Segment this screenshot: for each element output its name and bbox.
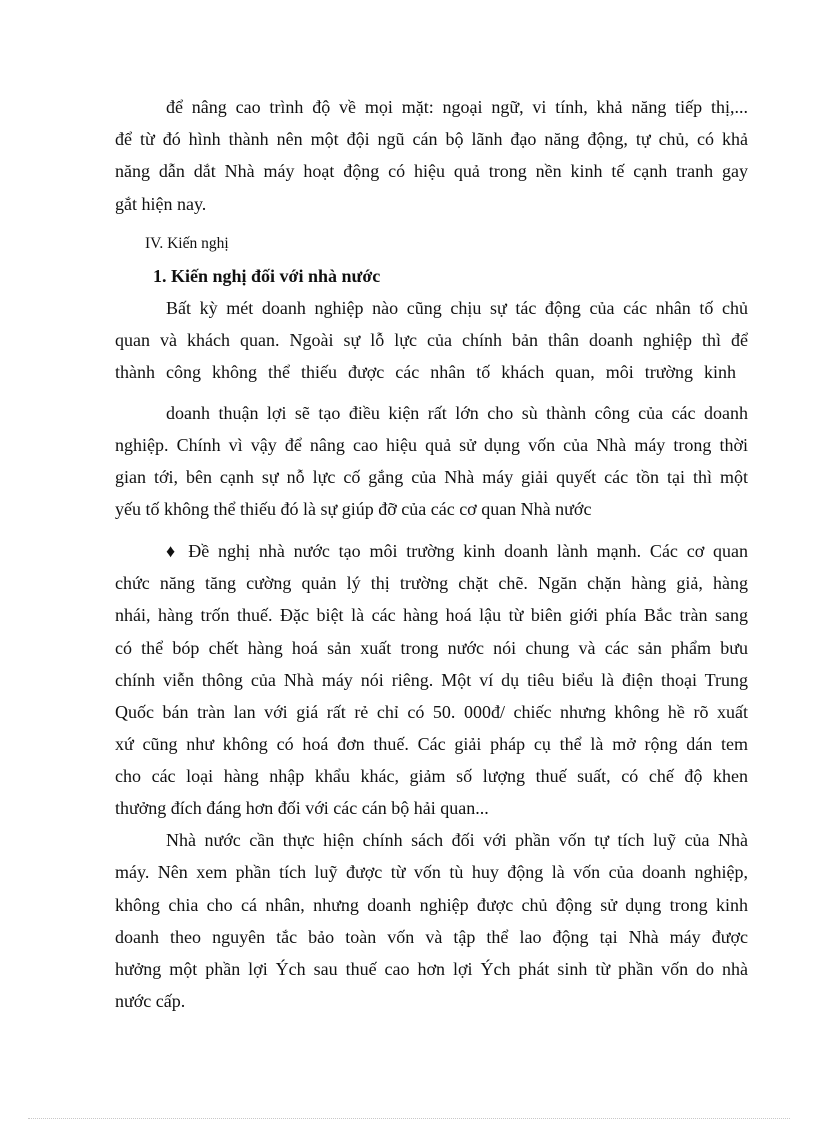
- section-heading: IV. Kiến nghị: [145, 235, 229, 252]
- text-line: nước cấp.: [115, 991, 186, 1011]
- text-line: gắt hiện nay.: [115, 194, 207, 214]
- text-line: để từ đó hình thành nên một đội ngũ cán bộ lãnh đạo năng động, tự chủ, có khả: [115, 129, 748, 149]
- text-line: xứ cũng như không có hoá đơn thuế. Các giải pháp cụ thể là mở rộng dán tem: [115, 734, 748, 754]
- text-line: Quốc bán tràn lan với giá rất rẻ chỉ có 50. 000đ/ chiếc nhưng không hề rõ xuất: [115, 702, 748, 722]
- text-line: nhái, hàng trốn thuế. Đặc biệt là các hàng hoá lậu từ biên giới phía Bắc tràn sang: [115, 605, 748, 625]
- text-line: cho các loại hàng nhập khẩu khác, giảm số lượng thuế suất, có chế độ khen: [115, 766, 748, 786]
- text-line: yếu tố không thể thiếu đó là sự giúp đỡ của các cơ quan Nhà nước: [115, 499, 592, 519]
- text-line: chính viễn thông của Nhà máy nói riêng. Một ví dụ tiêu biểu là điện thoại Trung: [115, 670, 748, 690]
- text-line: quan và khách quan. Ngoài sự lỗ lực của chính bản thân doanh nghiệp thì để: [115, 330, 748, 350]
- text-line: Nhà nước cần thực hiện chính sách đối với phần vốn tự tích luỹ của Nhà: [166, 830, 748, 850]
- text-line: năng dẫn dắt Nhà máy hoạt động có hiệu quả trong nền kinh tế cạnh tranh gay: [115, 161, 748, 181]
- text-line: có thể bóp chết hàng hoá sản xuất trong nước nói chung và các sản phẩm bưu: [115, 638, 748, 658]
- text-line: chức năng tăng cường quản lý thị trường chặt chẽ. Ngăn chặn hàng giả, hàng: [115, 573, 748, 593]
- text-line: nghiệp. Chính vì vậy để nâng cao hiệu quả sử dụng vốn của Nhà máy trong thời: [115, 435, 748, 455]
- text-line: ♦ Đề nghị nhà nước tạo môi trường kinh doanh lành mạnh. Các cơ quan: [166, 541, 748, 561]
- text-line: không chia cho cá nhân, nhưng doanh nghiệp được chủ động sử dụng trong kinh: [115, 895, 748, 915]
- text-line: Bất kỳ mét doanh nghiệp nào cũng chịu sự tác động của các nhân tố chủ: [166, 298, 748, 318]
- text-line: máy. Nên xem phần tích luỹ được từ vốn tù huy động là vốn của doanh nghiệp,: [115, 862, 748, 882]
- text-line: thành công không thể thiếu được các nhân tố khách quan, môi trường kinh: [115, 362, 736, 382]
- text-line: để nâng cao trình độ về mọi mặt: ngoại ngữ, vi tính, khả năng tiếp thị,...: [166, 97, 748, 117]
- text-line: doanh theo nguyên tắc bảo toàn vốn và tập thể lao động tại Nhà máy được: [115, 927, 748, 947]
- subsection-heading: 1. Kiến nghị đối với nhà nước: [153, 266, 381, 286]
- text-line: hưởng một phần lợi Ých sau thuế cao hơn lợi Ých phát sinh từ phần vốn do nhà: [115, 959, 748, 979]
- footer-divider: [28, 1118, 790, 1119]
- text-line: doanh thuận lợi sẽ tạo điều kiện rất lớn cho sù thành công của các doanh: [166, 403, 748, 423]
- text-line: gian tới, bên cạnh sự nỗ lực cố gắng của Nhà máy giải quyết các tồn tại thì một: [115, 467, 748, 487]
- text-line: thưởng đích đáng hơn đối với các cán bộ hải quan...: [115, 798, 489, 818]
